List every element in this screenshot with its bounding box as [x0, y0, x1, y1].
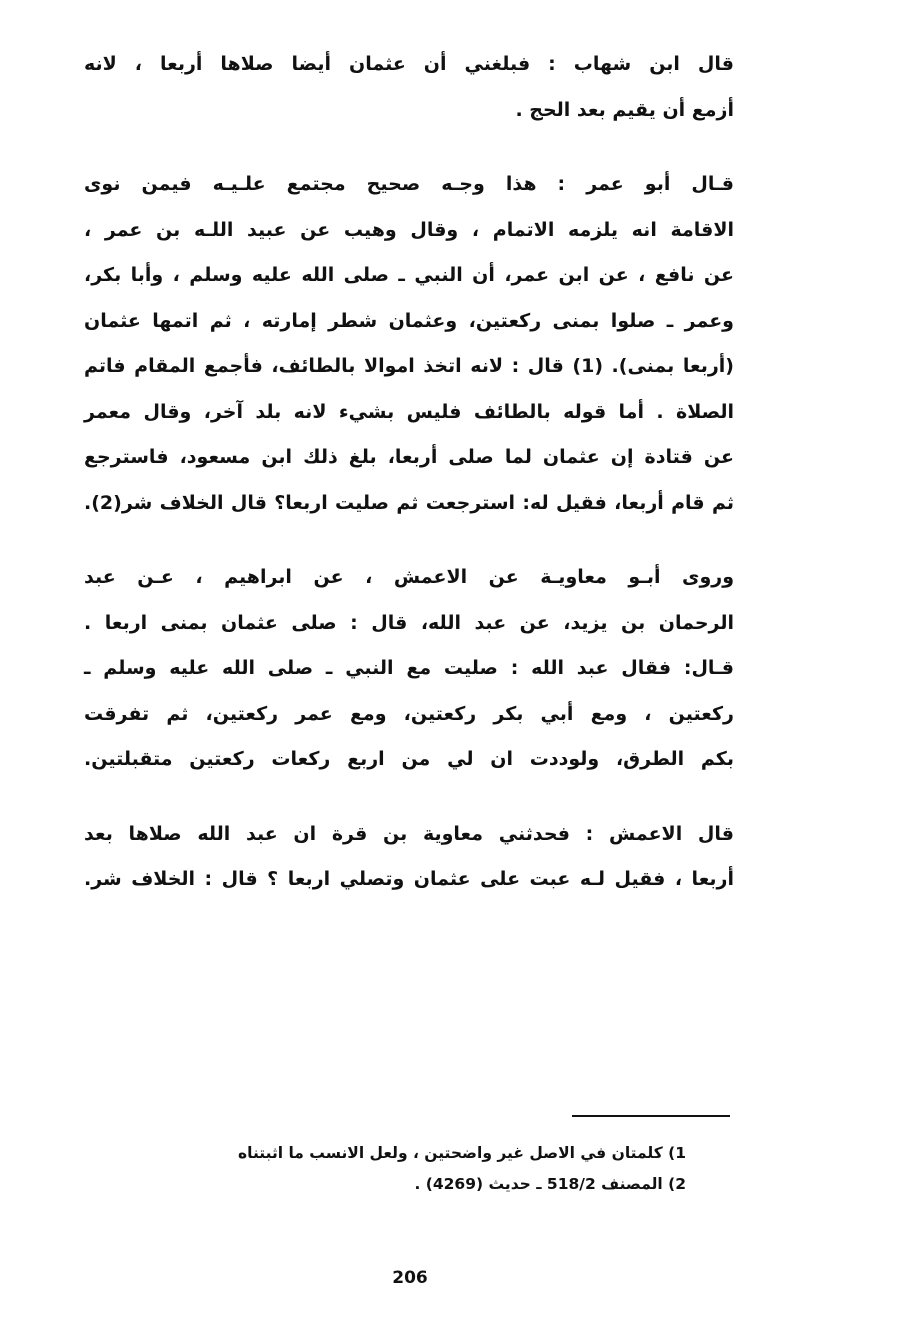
paragraph-1	[84, 42, 734, 133]
text-line: قال الاعمش : فحدثني معاوية بن قرة ان عبد الله صلاها بعد	[84, 822, 734, 845]
text-line: ركعتين ، ومع أبي بكر ركعتين، ومع عمر ركعتين، ثم تفرقت	[84, 702, 734, 725]
text-line: (أربعا بمنى). (1) قال : لانه اتخذ اموالا بالطائف، فأجمع المقام فاتم	[84, 355, 734, 377]
text-line: الصلاة . أما قوله بالطائف فليس بشيء لانه بلد آخر، وقال معمر	[84, 400, 734, 423]
footnote-separator	[572, 1115, 730, 1117]
page-number: 206	[392, 1268, 428, 1288]
text-line: أربعا ، فقيل لـه عبت على عثمان وتصلي اربعا ؟ قال : الخلاف شر.	[84, 868, 734, 890]
footnote-1: 1) كلمتان في الاصل غير واضحتين ، ولعل الانسب ما اثبتناه	[238, 1144, 686, 1162]
footnotes	[150, 1138, 686, 1200]
text-line: أزمع أن يقيم بعد الحج .	[515, 98, 734, 121]
paragraph-2	[84, 162, 734, 526]
paragraph-4	[84, 812, 734, 903]
text-line: الاقامة انه يلزمه الاتمام ، وقال وهيب عن عبيد اللـه بن عمر ،	[84, 218, 734, 241]
text-line: وروى أبـو معاويـة عن الاعمش ، عن ابراهيم ، عـن عبد	[84, 566, 734, 588]
text-line: بكم الطرق، ولوددت ان لي من اربع ركعات ركعتين متقبلتين.	[84, 748, 734, 770]
text-line: الرحمان بن يزيد، عن عبد الله، قال : صلى عثمان بمنى اربعا .	[84, 611, 734, 634]
text-line: قـال أبو عمر : هذا وجـه صحيح مجتمع علـيـه فيمن نوى	[84, 173, 734, 195]
page-body-text	[84, 42, 734, 903]
text-line: عن قتادة إن عثمان لما صلى أربعا، بلغ ذلك ابن مسعود، فاسترجع	[84, 446, 734, 468]
text-line: ثم قام أربعا، فقيل له: استرجعت ثم صليت اربعا؟ قال الخلاف شر(2).	[84, 491, 734, 514]
text-line: وعمر ـ صلوا بمنى ركعتين، وعثمان شطر إمارته ، ثم اتمها عثمان	[84, 309, 734, 332]
text-line: قال ابن شهاب : فبلغني أن عثمان أيضا صلاها أربعا ، لانه	[84, 53, 734, 75]
text-line: عن نافع ، عن ابن عمر، أن النبي ـ صلى الله عليه وسلم ، وأبا بكر،	[84, 264, 734, 286]
footnote-2: 2) المصنف 518/2 ـ حديث (4269) .	[414, 1175, 686, 1193]
text-line: قـال: فقال عبد الله : صليت مع النبي ـ صلى الله عليه وسلم ـ	[84, 657, 734, 679]
paragraph-3	[84, 555, 734, 783]
